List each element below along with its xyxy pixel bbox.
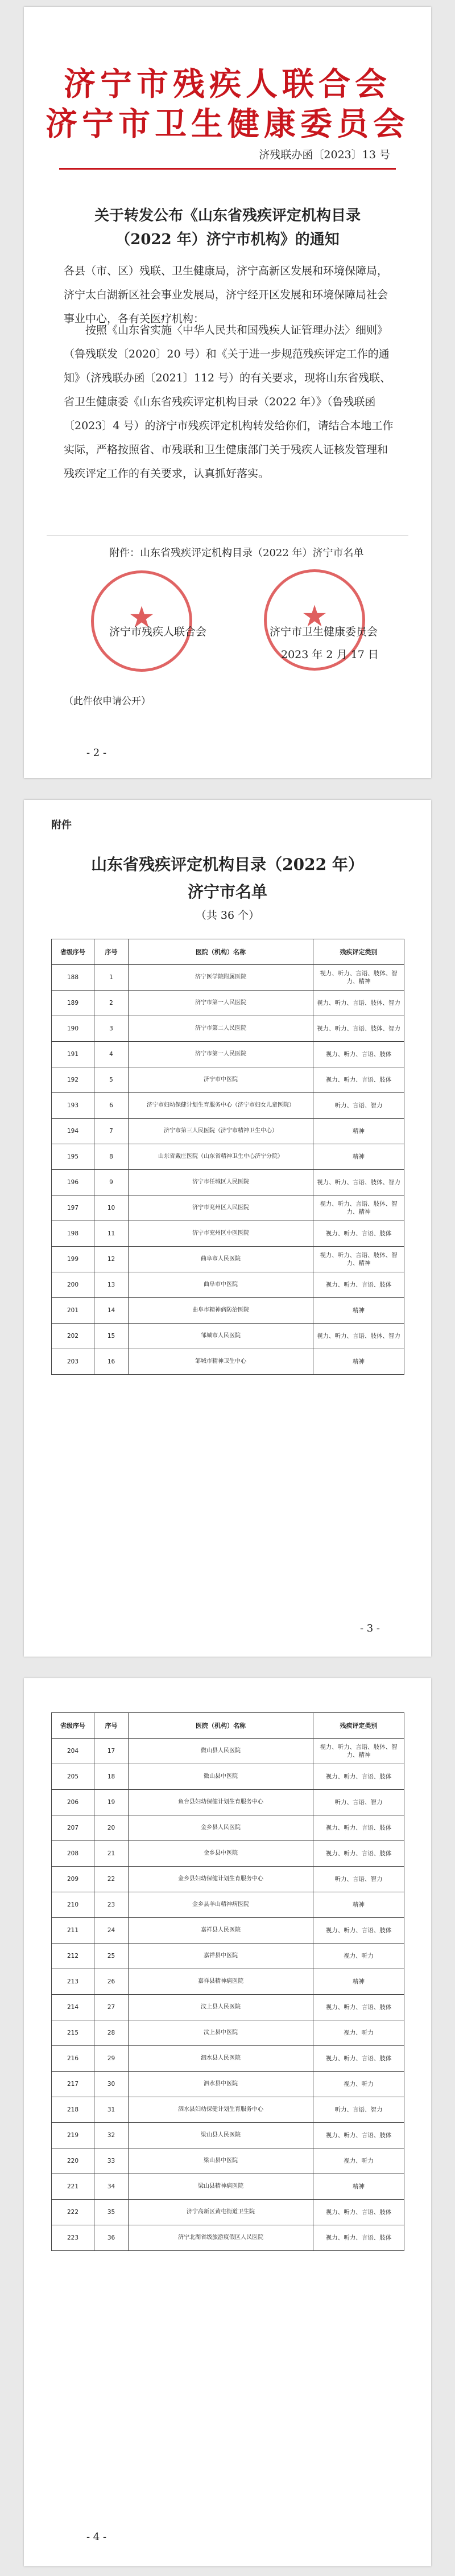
table-row	[52, 2174, 404, 2200]
cell-assessment-category: 视力、听力、言语、肢体、智力、精神	[313, 965, 404, 991]
cell-assessment-category: 视力、听力、言语、肢体、智力、精神	[313, 1195, 404, 1221]
cell-assessment-category: 听力、言语、智力	[313, 2097, 404, 2123]
cell-institution-name: 金乡县人民医院	[129, 1815, 313, 1841]
cell-institution-name: 济宁市中医院	[129, 1067, 313, 1093]
cell-institution-name: 曲阜市人民医院	[129, 1247, 313, 1272]
cell-institution-name: 鱼台县妇幼保健计划生育服务中心	[129, 1790, 313, 1815]
cell-provincial-number: 213	[52, 1969, 94, 1995]
cell-provincial-number: 199	[52, 1247, 94, 1272]
table-row	[52, 1790, 404, 1815]
header-assessment-category: 残疾评定类别	[313, 1713, 404, 1739]
cell-assessment-category: 视力、听力、言语、肢体	[313, 1764, 404, 1790]
notice-page	[24, 7, 431, 778]
official-seal-federation	[91, 570, 192, 672]
cell-institution-name: 曲阜市精神病防治医院	[129, 1298, 313, 1324]
cell-provincial-number: 202	[52, 1324, 94, 1349]
cell-institution-name: 济宁市兖州区中医医院	[129, 1221, 313, 1247]
cell-assessment-category: 视力、听力	[313, 2020, 404, 2046]
cell-assessment-category: 视力、听力、言语、肢体	[313, 1918, 404, 1944]
table-row	[52, 1221, 404, 1247]
cell-assessment-category: 视力、听力、言语、肢体	[313, 2046, 404, 2072]
cell-sequence-number: 36	[94, 2225, 129, 2251]
cell-institution-name: 梁山县精神病医院	[129, 2174, 313, 2200]
cell-institution-name: 济宁市任城区人民医院	[129, 1170, 313, 1195]
table-row	[52, 1170, 404, 1195]
cell-provincial-number: 208	[52, 1841, 94, 1867]
list-total-count: （共 36 个）	[195, 909, 260, 922]
cell-provincial-number: 221	[52, 2174, 94, 2200]
cell-assessment-category: 视力、听力、言语、肢体	[313, 1815, 404, 1841]
cell-institution-name: 邹城市精神卫生中心	[129, 1349, 313, 1375]
cell-institution-name: 汶上县中医院	[129, 2020, 313, 2046]
page-number: - 2 -	[86, 747, 107, 759]
table-row	[52, 2072, 404, 2097]
cell-sequence-number: 2	[94, 991, 129, 1016]
seal-star-icon: ★	[301, 599, 328, 634]
red-divider	[59, 168, 396, 170]
cell-assessment-category: 精神	[313, 1349, 404, 1375]
cell-provincial-number: 189	[52, 991, 94, 1016]
cell-sequence-number: 13	[94, 1272, 129, 1298]
cell-sequence-number: 21	[94, 1841, 129, 1867]
table-row	[52, 2046, 404, 2072]
page-number: - 3 -	[359, 1622, 380, 1634]
cell-provincial-number: 210	[52, 1892, 94, 1918]
cell-provincial-number: 195	[52, 1144, 94, 1170]
list-title-line2: 济宁市名单	[187, 882, 267, 901]
cell-assessment-category: 精神	[313, 1298, 404, 1324]
cell-assessment-category: 视力、听力、言语、肢体	[313, 1841, 404, 1867]
table-row	[52, 1944, 404, 1969]
cell-sequence-number: 5	[94, 1067, 129, 1093]
cell-provincial-number: 222	[52, 2200, 94, 2225]
cell-sequence-number: 7	[94, 1119, 129, 1144]
table-row	[52, 1324, 404, 1349]
disclosure-note: （此件依申请公开）	[64, 696, 151, 707]
cell-institution-name: 金乡县羊山精神病医院	[129, 1892, 313, 1918]
cell-provincial-number: 214	[52, 1995, 94, 2020]
cell-assessment-category: 精神	[313, 1144, 404, 1170]
cell-provincial-number: 220	[52, 2148, 94, 2174]
cell-institution-name: 济宁市第三人民医院（济宁市精神卫生中心）	[129, 1119, 313, 1144]
cell-institution-name: 泗水县中医院	[129, 2072, 313, 2097]
cell-provincial-number: 215	[52, 2020, 94, 2046]
cell-provincial-number: 193	[52, 1093, 94, 1119]
cell-assessment-category: 视力、听力、言语、肢体	[313, 1042, 404, 1067]
cell-assessment-category: 视力、听力、言语、肢体、智力	[313, 1324, 404, 1349]
table-row	[52, 965, 404, 991]
cell-provincial-number: 212	[52, 1944, 94, 1969]
table-row	[52, 1247, 404, 1272]
cell-assessment-category: 视力、听力、言语、肢体、智力	[313, 1016, 404, 1042]
table-row	[52, 2097, 404, 2123]
header-provincial-number: 省级序号	[52, 939, 94, 965]
table-row	[52, 2225, 404, 2251]
table-header-row	[52, 1713, 404, 1739]
cell-assessment-category: 视力、听力、言语、肢体	[313, 2225, 404, 2251]
header-sequence-number: 序号	[94, 939, 129, 965]
header-sequence-number: 序号	[94, 1713, 129, 1739]
document-number: 济残联办函〔2023〕13 号	[259, 149, 390, 161]
table-row	[52, 1093, 404, 1119]
seal-star-icon: ★	[128, 601, 155, 635]
cell-sequence-number: 10	[94, 1195, 129, 1221]
cell-institution-name: 曲阜市中医院	[129, 1272, 313, 1298]
table-row	[52, 1918, 404, 1944]
cell-provincial-number: 203	[52, 1349, 94, 1375]
cell-provincial-number: 211	[52, 1918, 94, 1944]
cell-assessment-category: 听力、言语、智力	[313, 1790, 404, 1815]
table-row	[52, 1841, 404, 1867]
institutions-table-continued	[51, 1712, 404, 2251]
cell-assessment-category: 听力、言语、智力	[313, 1093, 404, 1119]
cell-institution-name: 济宁市兖州区人民医院	[129, 1195, 313, 1221]
cell-sequence-number: 34	[94, 2174, 129, 2200]
cell-provincial-number: 205	[52, 1764, 94, 1790]
cell-provincial-number: 206	[52, 1790, 94, 1815]
cell-sequence-number: 1	[94, 965, 129, 991]
attachment-page-2	[24, 1678, 431, 2566]
header-institution-name: 医院（机构）名称	[129, 1713, 313, 1739]
cell-provincial-number: 196	[52, 1170, 94, 1195]
table-row	[52, 2020, 404, 2046]
cell-assessment-category: 视力、听力、言语、肢体、智力	[313, 991, 404, 1016]
cell-sequence-number: 17	[94, 1739, 129, 1764]
header-federation: 济宁市残疾人联合会	[64, 65, 391, 103]
cell-institution-name: 济宁市第二人民医院	[129, 1016, 313, 1042]
cell-institution-name: 嘉祥县精神病医院	[129, 1969, 313, 1995]
table-row	[52, 1349, 404, 1375]
header-assessment-category: 残疾评定类别	[313, 939, 404, 965]
cell-sequence-number: 24	[94, 1918, 129, 1944]
cell-provincial-number: 192	[52, 1067, 94, 1093]
body-paragraph: 按照《山东省实施〈中华人民共和国残疾人证管理办法〉细则》（鲁残联发〔2020〕20 号）和《关于进一步规范残疾评定工作的通知》（济残联办函〔2021〕112 号）的有关要求，现将山东省残联、省卫生健康委《山东省残疾评定机构目录（2022 年）》（鲁残联函〔2023〕4 号）的济宁市残疾评定机构转发给你们，请结合本地工作实际，严格按照省、市残联和卫生健康部门关于残疾人证核发管理和残疾评定工作的有关要求，认真抓好落实。	[64, 324, 394, 480]
table-header-row	[52, 939, 404, 965]
cell-sequence-number: 22	[94, 1867, 129, 1892]
header-institution-name: 医院（机构）名称	[129, 939, 313, 965]
cell-provincial-number: 197	[52, 1195, 94, 1221]
cell-institution-name: 金乡县妇幼保健计划生育服务中心	[129, 1867, 313, 1892]
table-row	[52, 991, 404, 1016]
cell-provincial-number: 191	[52, 1042, 94, 1067]
cell-sequence-number: 26	[94, 1969, 129, 1995]
cell-assessment-category: 视力、听力	[313, 2148, 404, 2174]
cell-sequence-number: 33	[94, 2148, 129, 2174]
cell-provincial-number: 194	[52, 1119, 94, 1144]
cell-institution-name: 济宁高新区黄屯街道卫生院	[129, 2200, 313, 2225]
cell-institution-name: 微山县人民医院	[129, 1739, 313, 1764]
cell-assessment-category: 视力、听力、言语、肢体	[313, 1221, 404, 1247]
cell-provincial-number: 204	[52, 1739, 94, 1764]
table-row	[52, 1067, 404, 1093]
page-fold-line	[47, 535, 408, 536]
cell-sequence-number: 25	[94, 1944, 129, 1969]
notice-title-line1: 关于转发公布《山东省残疾评定机构目录	[94, 207, 361, 224]
cell-sequence-number: 6	[94, 1093, 129, 1119]
table-row	[52, 2123, 404, 2148]
cell-assessment-category: 视力、听力	[313, 1944, 404, 1969]
cell-provincial-number: 217	[52, 2072, 94, 2097]
cell-sequence-number: 15	[94, 1324, 129, 1349]
cell-assessment-category: 视力、听力、言语、肢体	[313, 1272, 404, 1298]
cell-institution-name: 山东省戴庄医院（山东省精神卫生中心济宁分院）	[129, 1144, 313, 1170]
cell-provincial-number: 190	[52, 1016, 94, 1042]
cell-sequence-number: 16	[94, 1349, 129, 1375]
cell-assessment-category: 视力、听力	[313, 2072, 404, 2097]
cell-institution-name: 嘉祥县人民医院	[129, 1918, 313, 1944]
cell-sequence-number: 11	[94, 1221, 129, 1247]
cell-assessment-category: 精神	[313, 1892, 404, 1918]
table-row	[52, 1969, 404, 1995]
cell-provincial-number: 207	[52, 1815, 94, 1841]
cell-institution-name: 梁山县人民医院	[129, 2123, 313, 2148]
cell-provincial-number: 198	[52, 1221, 94, 1247]
cell-assessment-category: 视力、听力、言语、肢体	[313, 1067, 404, 1093]
table-row	[52, 2200, 404, 2225]
cell-institution-name: 梁山县中医院	[129, 2148, 313, 2174]
cell-assessment-category: 视力、听力、言语、肢体	[313, 2123, 404, 2148]
cell-sequence-number: 4	[94, 1042, 129, 1067]
header-provincial-number: 省级序号	[52, 1713, 94, 1739]
cell-provincial-number: 209	[52, 1867, 94, 1892]
cell-assessment-category: 视力、听力、言语、肢体	[313, 1995, 404, 2020]
cell-sequence-number: 9	[94, 1170, 129, 1195]
cell-institution-name: 济宁北湖省级旅游度假区人民医院	[129, 2225, 313, 2251]
cell-sequence-number: 20	[94, 1815, 129, 1841]
table-row	[52, 1764, 404, 1790]
attachment-label: 附件	[51, 819, 72, 831]
table-row	[52, 1995, 404, 2020]
cell-assessment-category: 听力、言语、智力	[313, 1867, 404, 1892]
cell-sequence-number: 27	[94, 1995, 129, 2020]
cell-sequence-number: 8	[94, 1144, 129, 1170]
cell-institution-name: 济宁市妇幼保健计划生育服务中心（济宁市妇女儿童医院）	[129, 1093, 313, 1119]
cell-sequence-number: 23	[94, 1892, 129, 1918]
table-row	[52, 1119, 404, 1144]
cell-provincial-number: 188	[52, 965, 94, 991]
cell-assessment-category: 视力、听力、言语、肢体	[313, 2200, 404, 2225]
table-row	[52, 1016, 404, 1042]
cell-institution-name: 泗水县妇幼保健计划生育服务中心	[129, 2097, 313, 2123]
cell-provincial-number: 223	[52, 2225, 94, 2251]
table-row	[52, 1272, 404, 1298]
cell-sequence-number: 30	[94, 2072, 129, 2097]
cell-institution-name: 微山县中医院	[129, 1764, 313, 1790]
cell-sequence-number: 32	[94, 2123, 129, 2148]
table-row	[52, 1298, 404, 1324]
cell-sequence-number: 3	[94, 1016, 129, 1042]
cell-institution-name: 嘉祥县中医院	[129, 1944, 313, 1969]
cell-institution-name: 济宁市第一人民医院	[129, 1042, 313, 1067]
cell-provincial-number: 200	[52, 1272, 94, 1298]
cell-provincial-number: 218	[52, 2097, 94, 2123]
cell-provincial-number: 201	[52, 1298, 94, 1324]
cell-assessment-category: 视力、听力、言语、肢体、智力、精神	[313, 1247, 404, 1272]
cell-institution-name: 汶上县人民医院	[129, 1995, 313, 2020]
table-row	[52, 1739, 404, 1764]
cell-sequence-number: 19	[94, 1790, 129, 1815]
table-row	[52, 1042, 404, 1067]
attachment-line: 附件：山东省残疾评定机构目录（2022 年）济宁市名单	[109, 547, 364, 559]
issue-date: 2023 年 2 月 17 日	[281, 648, 379, 661]
table-row	[52, 1195, 404, 1221]
list-title-line1: 山东省残疾评定机构目录（2022 年）	[91, 855, 364, 874]
cell-sequence-number: 35	[94, 2200, 129, 2225]
cell-institution-name: 济宁市第一人民医院	[129, 991, 313, 1016]
table-row	[52, 1144, 404, 1170]
cell-institution-name: 邹城市人民医院	[129, 1324, 313, 1349]
institutions-table	[51, 939, 404, 1375]
signature-health-commission: 济宁市卫生健康委员会	[270, 626, 378, 638]
table-row	[52, 1892, 404, 1918]
cell-assessment-category: 精神	[313, 1969, 404, 1995]
cell-sequence-number: 12	[94, 1247, 129, 1272]
cell-provincial-number: 216	[52, 2046, 94, 2072]
salutation: 各县（市、区）残联、卫生健康局，济宁高新区发展和环境保障局，济宁太白湖新区社会事业发展局，济宁经开区发展和环境保障局社会事业中心，各有关医疗机构：	[64, 265, 388, 325]
table-row	[52, 1815, 404, 1841]
cell-institution-name: 泗水县人民医院	[129, 2046, 313, 2072]
cell-sequence-number: 18	[94, 1764, 129, 1790]
cell-assessment-category: 视力、听力、言语、肢体、智力、精神	[313, 1739, 404, 1764]
cell-sequence-number: 14	[94, 1298, 129, 1324]
page-number: - 4 -	[86, 2531, 107, 2543]
cell-assessment-category: 视力、听力、言语、肢体、智力	[313, 1170, 404, 1195]
cell-institution-name: 济宁医学院附属医院	[129, 965, 313, 991]
attachment-page-1	[24, 800, 431, 1657]
cell-sequence-number: 29	[94, 2046, 129, 2072]
cell-sequence-number: 31	[94, 2097, 129, 2123]
header-health-commission: 济宁市卫生健康委员会	[46, 105, 410, 143]
signature-federation: 济宁市残疾人联合会	[109, 626, 207, 638]
cell-assessment-category: 精神	[313, 1119, 404, 1144]
table-row	[52, 1867, 404, 1892]
cell-institution-name: 金乡县中医院	[129, 1841, 313, 1867]
cell-provincial-number: 219	[52, 2123, 94, 2148]
notice-title-line2: （2022 年）济宁市机构》的通知	[115, 231, 340, 248]
table-row	[52, 2148, 404, 2174]
cell-sequence-number: 28	[94, 2020, 129, 2046]
cell-assessment-category: 精神	[313, 2174, 404, 2200]
